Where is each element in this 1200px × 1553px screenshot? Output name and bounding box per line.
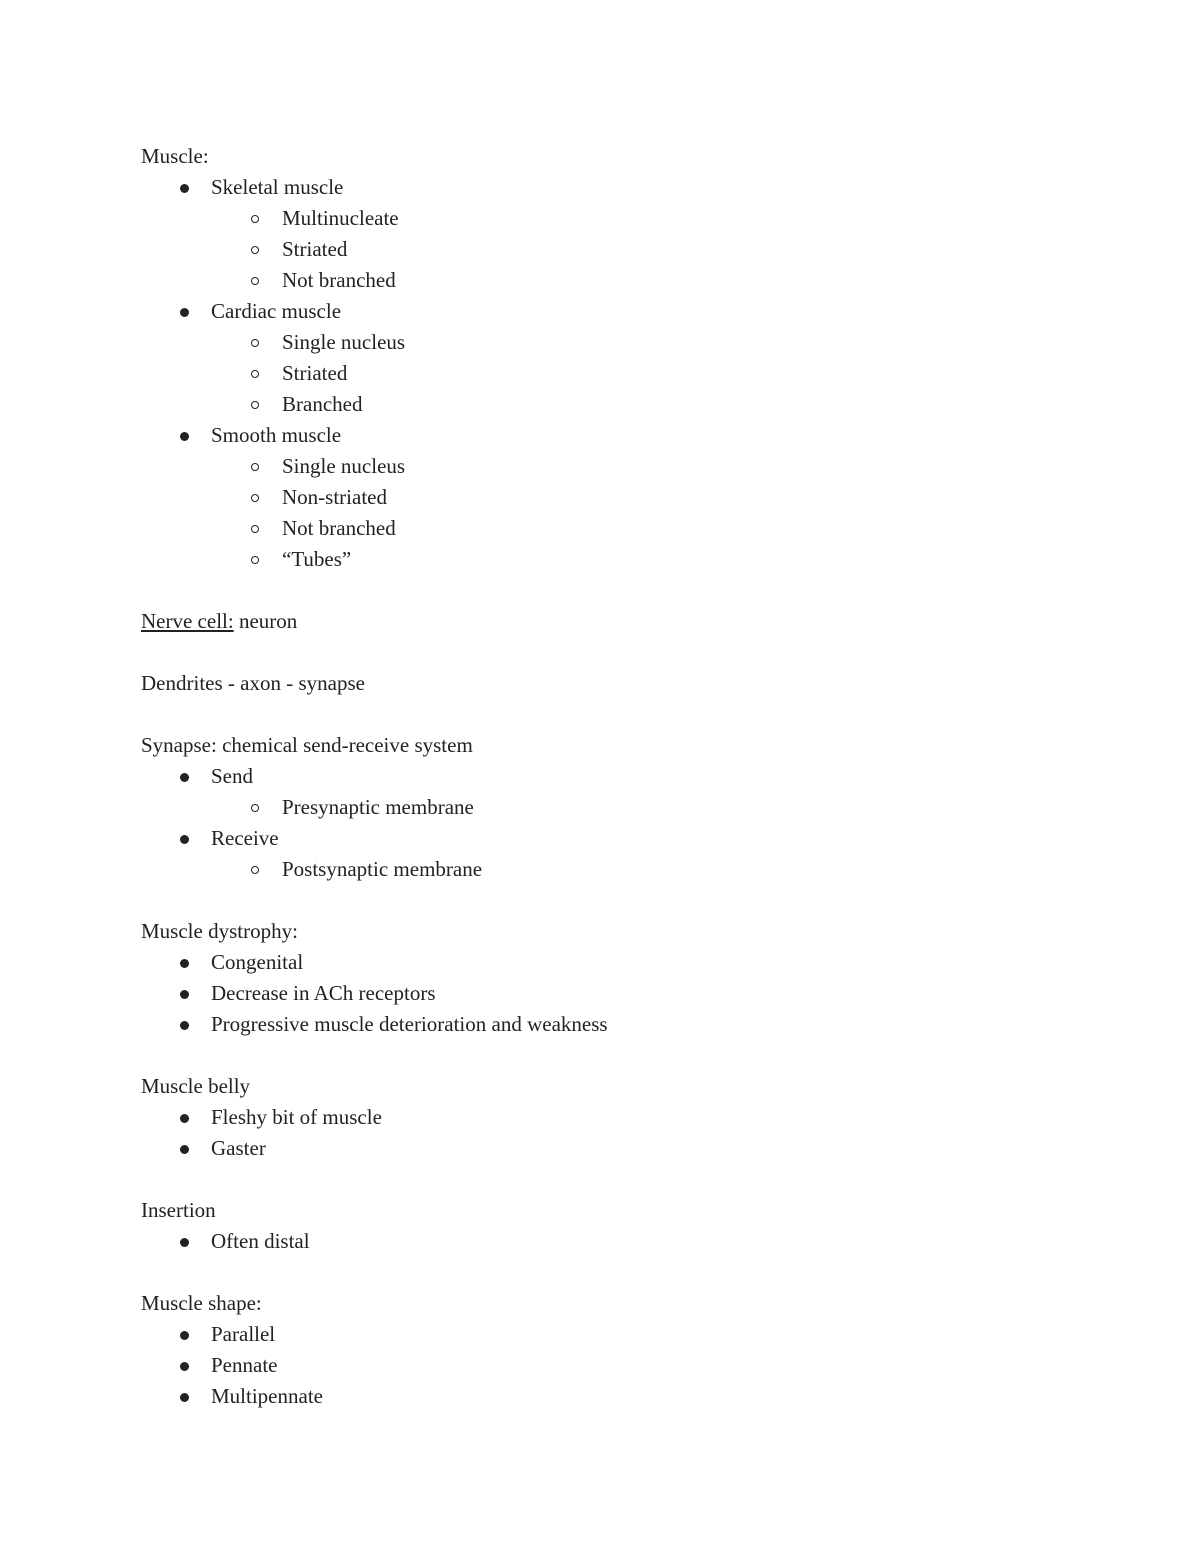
hollow-bullet-icon	[251, 246, 259, 254]
nerve-cell-line	[141, 606, 1081, 637]
list-item-label: Congenital	[211, 950, 304, 974]
sub-list-item-label: Striated	[282, 361, 348, 385]
filled-bullet-icon	[180, 1331, 189, 1340]
sub-list-item-label: Non-striated	[282, 485, 387, 509]
sub-list-item	[141, 451, 1081, 482]
filled-bullet-icon	[180, 1145, 189, 1154]
sub-list-item-label: Single nucleus	[282, 454, 406, 478]
list-item-label: Smooth muscle	[211, 423, 342, 447]
list-item-label: Gaster	[211, 1136, 266, 1160]
sub-list-item-label: Not branched	[282, 268, 396, 292]
dendrites-line: Dendrites - axon - synapse	[141, 671, 365, 695]
list-item-label: Send	[211, 764, 253, 788]
list-item-label: Pennate	[211, 1353, 278, 1377]
list-item-label: Multipennate	[211, 1384, 323, 1408]
hollow-bullet-icon	[251, 339, 259, 347]
hollow-bullet-icon	[251, 556, 259, 564]
sub-list-item-label: Striated	[282, 237, 348, 261]
list-item	[141, 1102, 1081, 1133]
list-item-label: Fleshy bit of muscle	[211, 1105, 382, 1129]
sub-list-item	[141, 854, 1081, 885]
section-heading-synapse: Synapse: chemical send-receive system	[141, 733, 473, 757]
nerve-cell-definition: neuron	[233, 609, 298, 633]
list-item	[141, 1381, 1081, 1412]
sub-list-item	[141, 513, 1081, 544]
sub-list-item	[141, 544, 1081, 575]
hollow-bullet-icon	[251, 866, 259, 874]
sub-list-item	[141, 482, 1081, 513]
sub-list-item	[141, 792, 1081, 823]
section-heading-insertion: Insertion	[141, 1198, 216, 1222]
hollow-bullet-icon	[251, 277, 259, 285]
list-item	[141, 1133, 1081, 1164]
list-item	[141, 1350, 1081, 1381]
list-item	[141, 1319, 1081, 1350]
blank-line	[141, 575, 1081, 606]
sub-list-item-label: Postsynaptic membrane	[282, 857, 483, 881]
sub-list-item	[141, 203, 1081, 234]
list-item-label: Parallel	[211, 1322, 276, 1346]
sub-list-item	[141, 389, 1081, 420]
list-item-label: Skeletal muscle	[211, 175, 344, 199]
filled-bullet-icon	[180, 432, 189, 441]
blank-line	[141, 699, 1081, 730]
sub-list-item-label: “Tubes”	[282, 547, 352, 571]
filled-bullet-icon	[180, 959, 189, 968]
sub-list-item-label: Branched	[282, 392, 363, 416]
sub-list-item	[141, 234, 1081, 265]
filled-bullet-icon	[180, 835, 189, 844]
sub-list-item	[141, 327, 1081, 358]
list-item-label: Cardiac muscle	[211, 299, 342, 323]
filled-bullet-icon	[180, 1238, 189, 1247]
blank-line	[141, 885, 1081, 916]
section-heading-belly: Muscle belly	[141, 1074, 251, 1098]
blank-line	[141, 1257, 1081, 1288]
hollow-bullet-icon	[251, 494, 259, 502]
nerve-cell-term: Nerve cell:	[141, 609, 234, 633]
blank-line	[141, 637, 1081, 668]
list-item	[141, 1009, 1081, 1040]
filled-bullet-icon	[180, 990, 189, 999]
blank-line	[141, 1040, 1081, 1071]
blank-line	[141, 1164, 1081, 1195]
hollow-bullet-icon	[251, 401, 259, 409]
document-body	[141, 141, 1081, 1412]
hollow-bullet-icon	[251, 525, 259, 533]
section-heading-shape: Muscle shape:	[141, 1291, 262, 1315]
sub-list-item	[141, 265, 1081, 296]
list-item-label: Receive	[211, 826, 279, 850]
sub-list-item-label: Presynaptic membrane	[282, 795, 474, 819]
sub-list-item	[141, 358, 1081, 389]
section-heading-muscle: Muscle:	[141, 144, 209, 168]
filled-bullet-icon	[180, 1393, 189, 1402]
sub-list-item-label: Multinucleate	[282, 206, 399, 230]
list-item-send	[141, 761, 1081, 792]
filled-bullet-icon	[180, 773, 189, 782]
hollow-bullet-icon	[251, 370, 259, 378]
section-heading-dystrophy: Muscle dystrophy:	[141, 919, 298, 943]
list-item-skeletal-muscle	[141, 172, 1081, 203]
hollow-bullet-icon	[251, 463, 259, 471]
filled-bullet-icon	[180, 1362, 189, 1371]
hollow-bullet-icon	[251, 804, 259, 812]
filled-bullet-icon	[180, 1114, 189, 1123]
list-item-cardiac-muscle	[141, 296, 1081, 327]
list-item	[141, 1226, 1081, 1257]
filled-bullet-icon	[180, 184, 189, 193]
sub-list-item-label: Not branched	[282, 516, 396, 540]
list-item-label: Progressive muscle deterioration and weakness	[211, 1012, 608, 1036]
list-item	[141, 978, 1081, 1009]
list-item-smooth-muscle	[141, 420, 1081, 451]
list-item-label: Often distal	[211, 1229, 310, 1253]
filled-bullet-icon	[180, 308, 189, 317]
list-item-receive	[141, 823, 1081, 854]
sub-list-item-label: Single nucleus	[282, 330, 406, 354]
hollow-bullet-icon	[251, 215, 259, 223]
filled-bullet-icon	[180, 1021, 189, 1030]
list-item	[141, 947, 1081, 978]
list-item-label: Decrease in ACh receptors	[211, 981, 436, 1005]
